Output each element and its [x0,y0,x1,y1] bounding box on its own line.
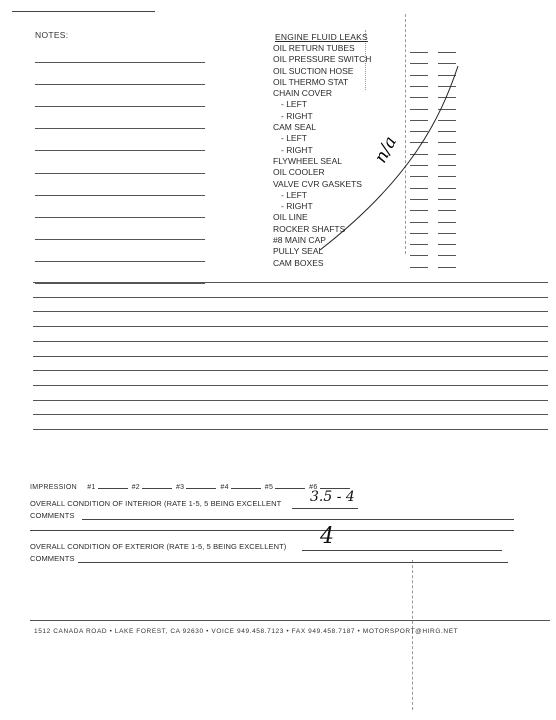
general-notes-line[interactable] [33,341,548,342]
leak-no-blank[interactable] [438,267,456,268]
fluid-leak-item: OIL LINE [273,212,308,223]
notes-line[interactable] [35,283,205,284]
impression-slot-label: #5 [264,484,274,491]
fluid-leak-item: - RIGHT [281,110,313,121]
general-notes-line[interactable] [33,414,548,415]
fluid-leak-item: CAM SEAL [273,122,316,133]
interior-condition-label: OVERALL CONDITION OF INTERIOR (RATE 1-5, 5 BEING EXCELLENT [30,499,282,508]
notes-line[interactable] [35,239,205,240]
fluid-leak-item: OIL PRESSURE SWITCH [273,54,372,65]
interior-comments-label: COMMENTS [30,511,75,520]
fluid-leak-item: PULLY SEAL [273,246,324,257]
interior-rating: 3.5 - 4 [310,489,355,505]
fluid-leak-item: #8 MAIN CAP [273,235,326,246]
leak-no-blank[interactable] [438,52,456,53]
impression-slot-label: #2 [131,484,140,491]
notes-line[interactable] [35,128,205,129]
impression-slot-label: #6 [309,484,318,491]
exterior-rating-line [302,550,502,551]
impression-slot-label: #4 [220,484,229,491]
notes-line[interactable] [35,150,205,151]
general-notes-line[interactable] [33,385,548,386]
footer-rule [30,620,550,621]
general-notes-line[interactable] [33,311,548,312]
impression-slot-blank[interactable] [142,481,172,489]
impression-label: IMPRESSION [30,484,77,491]
general-notes-line[interactable] [33,297,548,298]
notes-line[interactable] [35,195,205,196]
fluid-leak-item: CHAIN COVER [273,88,333,99]
general-notes-line[interactable] [33,400,548,401]
fluid-leak-item: OIL THERMO STAT [273,76,349,87]
notes-line[interactable] [35,62,205,63]
fluid-leaks-title: ENGINE FLUID LEAKS [275,32,368,42]
notes-line[interactable] [35,84,205,85]
general-notes-line[interactable] [33,370,548,371]
notes-label: NOTES: [35,30,69,40]
lower-divider [412,560,413,710]
impression-slot-blank[interactable] [186,481,216,489]
impression-slot-label: #3 [175,484,185,491]
handwritten-annotation [300,60,470,260]
fluid-leak-item: FLYWHEEL SEAL [273,155,342,166]
general-notes-line[interactable] [33,356,548,357]
notes-line[interactable] [35,106,205,107]
general-notes-line[interactable] [33,429,548,430]
impression-slot-label: #1 [87,484,96,491]
interior-comments-line-2 [30,530,514,531]
notes-line[interactable] [35,217,205,218]
leak-yes-blank[interactable] [410,267,428,268]
fluid-leak-item: - RIGHT [281,144,313,155]
impression-slot-blank[interactable] [98,481,128,489]
leak-yes-blank[interactable] [410,52,428,53]
impression-slot-blank[interactable] [275,481,305,489]
notes-line[interactable] [35,173,205,174]
fluid-leak-item: - LEFT [281,189,307,200]
exterior-comments-line [78,562,508,563]
fluid-leak-item: VALVE CVR GASKETS [273,178,362,189]
fluid-leak-item: - LEFT [281,99,307,110]
handwritten-na: n/a [370,133,402,167]
impression-slot-blank[interactable] [320,481,350,489]
interior-comments-line [82,519,514,520]
fluid-leak-item: - LEFT [281,133,307,144]
exterior-condition-label: OVERALL CONDITION OF EXTERIOR (RATE 1-5, 5 BEING EXCELLENT) [30,542,287,551]
general-notes-line[interactable] [33,282,548,283]
fluid-leak-item: CAM BOXES [273,257,324,268]
impression-row [30,481,354,491]
fluid-leak-item: OIL RETURN TUBES [273,43,355,53]
exterior-rating: 4 [320,524,334,549]
general-notes-line[interactable] [33,326,548,327]
fluid-leak-item: OIL SUCTION HOSE [273,65,354,76]
exterior-comments-label: COMMENTS [30,554,75,563]
fluid-leak-item: OIL COOLER [273,167,325,178]
top-rule [12,11,155,12]
footer-address: 1512 CANADA ROAD • LAKE FOREST, CA 92630 • VOICE 949.458.7123 • FAX 949.458.7187 • MOTORSPORT@HIRG.NET [34,628,459,635]
fluid-leak-item: - RIGHT [281,201,313,212]
notes-line[interactable] [35,261,205,262]
impression-slot-blank[interactable] [231,481,261,489]
interior-rating-line [292,508,358,509]
fluid-leak-item: ROCKER SHAFTS [273,223,346,234]
